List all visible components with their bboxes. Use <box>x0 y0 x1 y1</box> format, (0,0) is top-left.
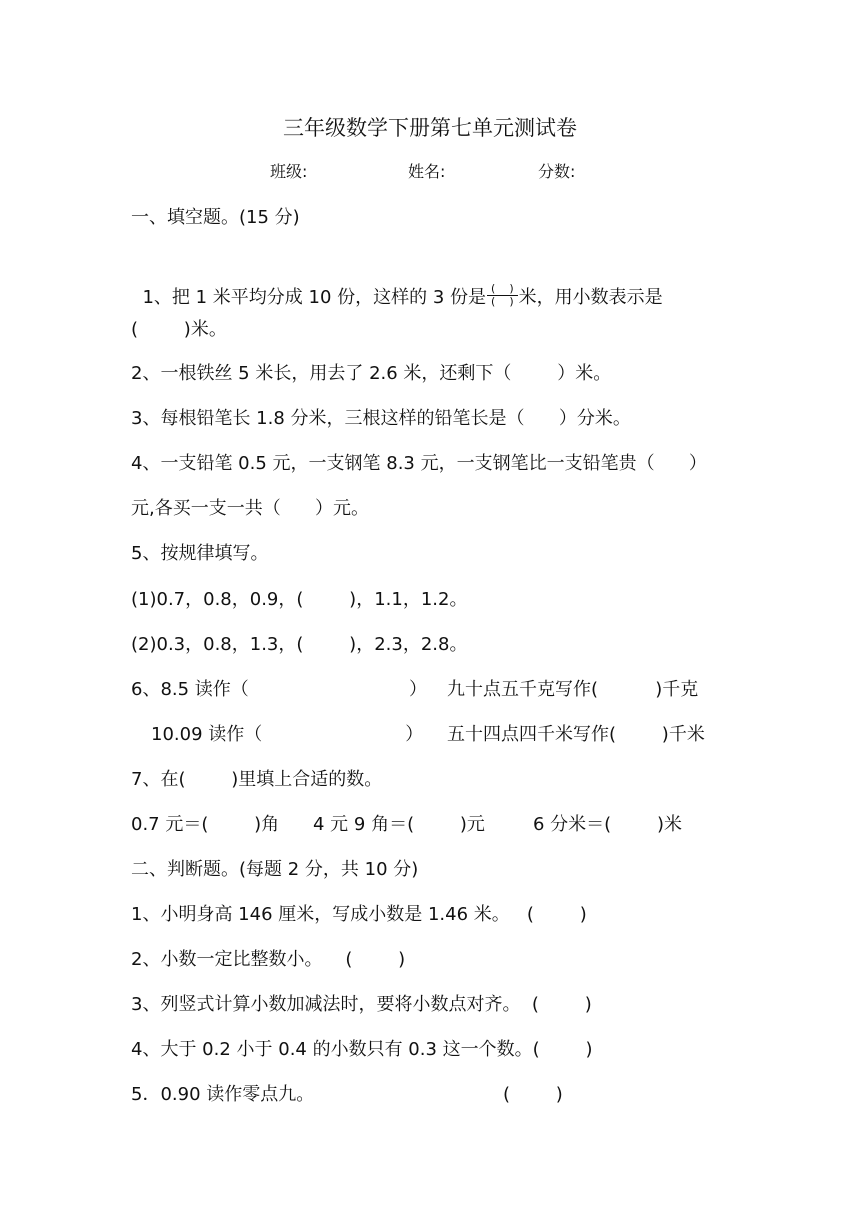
judge-item-3: 3、列竖式计算小数加减法时，要将小数点对齐。 ( ) <box>131 994 592 1015</box>
score-label: 分数: <box>538 162 576 181</box>
question-1 <box>131 262 663 310</box>
question-6-b: 九十点五千克写作( )千克 <box>447 679 699 700</box>
question-5-part-2: (2)0.3，0.8，1.3，( )，2.3，2.8。 <box>131 634 468 655</box>
fraction-denominator: ( ) <box>491 294 514 308</box>
question-1-text: 1、把 1 米平均分成 10 份，这样的 3 份是 <box>142 287 487 308</box>
question-6-d: 五十四点四千米写作( )千米 <box>447 724 705 745</box>
judge-item-2: 2、小数一定比整数小。 ( ) <box>131 949 406 970</box>
question-4: 4、一支铅笔 0.5 元，一支钢笔 8.3 元，一支钢笔比一支铅笔贵（ ） <box>131 453 707 474</box>
page-title: 三年级数学下册第七单元测试卷 <box>283 116 577 140</box>
question-5: 5、按规律填写。 <box>131 543 269 564</box>
question-7-b: 4 元 9 角＝( )元 <box>313 814 485 835</box>
name-label: 姓名: <box>408 162 446 181</box>
class-label: 班级: <box>270 162 308 181</box>
question-7-c: 6 分米＝( )米 <box>533 814 682 835</box>
section1-heading: 一、填空题。(15 分) <box>131 207 300 228</box>
question-7: 7、在( )里填上合适的数。 <box>131 769 383 790</box>
judge-item-4: 4、大于 0.2 小于 0.4 的小数只有 0.3 这一个数。( ) <box>131 1039 593 1060</box>
question-2: 2、一根铁丝 5 米长，用去了 2.6 米，还剩下（ ）米。 <box>131 363 612 384</box>
section2-heading: 二、判断题。(每题 2 分，共 10 分) <box>131 859 419 880</box>
question-1-text-end: 米，用小数表示是 <box>518 287 663 308</box>
question-6-c: 10.09 读作（ ） <box>151 724 424 745</box>
fraction-numerator: ( ) <box>487 283 518 296</box>
question-5-part-1: (1)0.7，0.8，0.9，( )，1.1，1.2。 <box>131 589 468 610</box>
judge-item-1: 1、小明身高 146 厘米，写成小数是 1.46 米。 ( ) <box>131 904 587 925</box>
judge-item-5-answer: ( ) <box>503 1084 563 1105</box>
question-7-a: 0.7 元＝( )角 <box>131 814 280 835</box>
question-1-continued: ( )米。 <box>131 319 227 340</box>
question-4-continued: 元,各买一支一共（ ）元。 <box>131 498 370 519</box>
judge-item-5: 5．0.90 读作零点九。 <box>131 1084 315 1105</box>
fraction-blank <box>487 283 518 308</box>
question-3: 3、每根铅笔长 1.8 分米，三根这样的铅笔长是（ ）分米。 <box>131 408 631 429</box>
question-6-a: 6、8.5 读作（ ） <box>131 679 428 700</box>
